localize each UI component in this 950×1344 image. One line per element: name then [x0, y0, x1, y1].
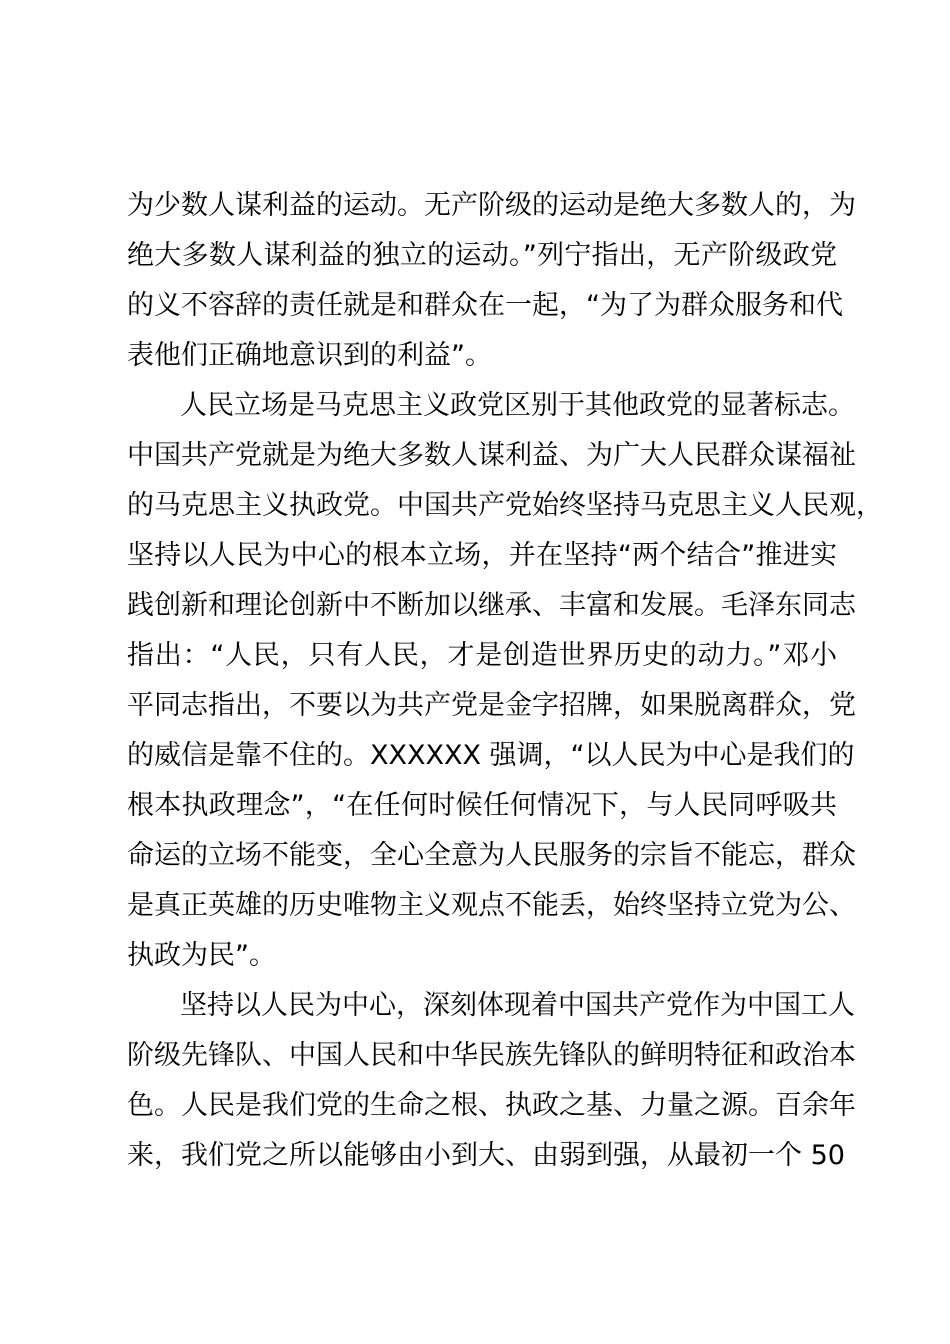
paragraph-first-line: 坚持以人民为中心，深刻体现着中国共产党作为中国工人	[180, 990, 855, 1021]
text-line: 根本执政理念”，“在任何时候任何情况下，与人民同呼吸共	[127, 790, 837, 821]
text-line: 绝大多数人谋利益的独立的运动。”列宁指出，无产阶级政党	[127, 240, 837, 271]
text-line: 表他们正确地意识到的利益”。	[127, 340, 492, 371]
text-line: 为少数人谋利益的运动。无产阶级的运动是绝大多数人的，为	[127, 190, 856, 221]
text-line: 色。人民是我们党的生命之根、执政之基、力量之源。百余年	[127, 1090, 856, 1121]
text-line: 坚持以人民为中心的根本立场，并在坚持“两个结合”推进实	[127, 540, 837, 571]
text-line: 指出：“人民，只有人民，才是创造世界历史的动力。”邓小	[127, 640, 837, 671]
text-line: 阶级先锋队、中国人民和中华民族先锋队的鲜明特征和政治本	[127, 1040, 856, 1071]
text-line: 的马克思主义执政党。中国共产党始终坚持马克思主义人民观，	[127, 490, 883, 521]
text-line: 践创新和理论创新中不断加以继承、丰富和发展。毛泽东同志	[127, 590, 856, 621]
text-line: 来，我们党之所以能够由小到大、由弱到强，从最初一个 50	[127, 1140, 845, 1171]
paragraph-first-line: 人民立场是马克思主义政党区别于其他政党的显著标志。	[180, 390, 855, 421]
text-line: 是真正英雄的历史唯物主义观点不能丢，始终坚持立党为公、	[127, 890, 856, 921]
text-line: 执政为民”。	[127, 940, 276, 971]
text-line: 的威信是靠不住的。XXXXXX 强调，“以人民为中心是我们的	[127, 740, 855, 771]
text-line: 平同志指出，不要以为共产党是金字招牌，如果脱离群众，党	[127, 690, 856, 721]
text-line: 中国共产党就是为绝大多数人谋利益、为广大人民群众谋福祉	[127, 440, 856, 471]
text-line: 命运的立场不能变，全心全意为人民服务的宗旨不能忘，群众	[127, 840, 856, 871]
text-line: 的义不容辞的责任就是和群众在一起，“为了为群众服务和代	[127, 290, 843, 321]
